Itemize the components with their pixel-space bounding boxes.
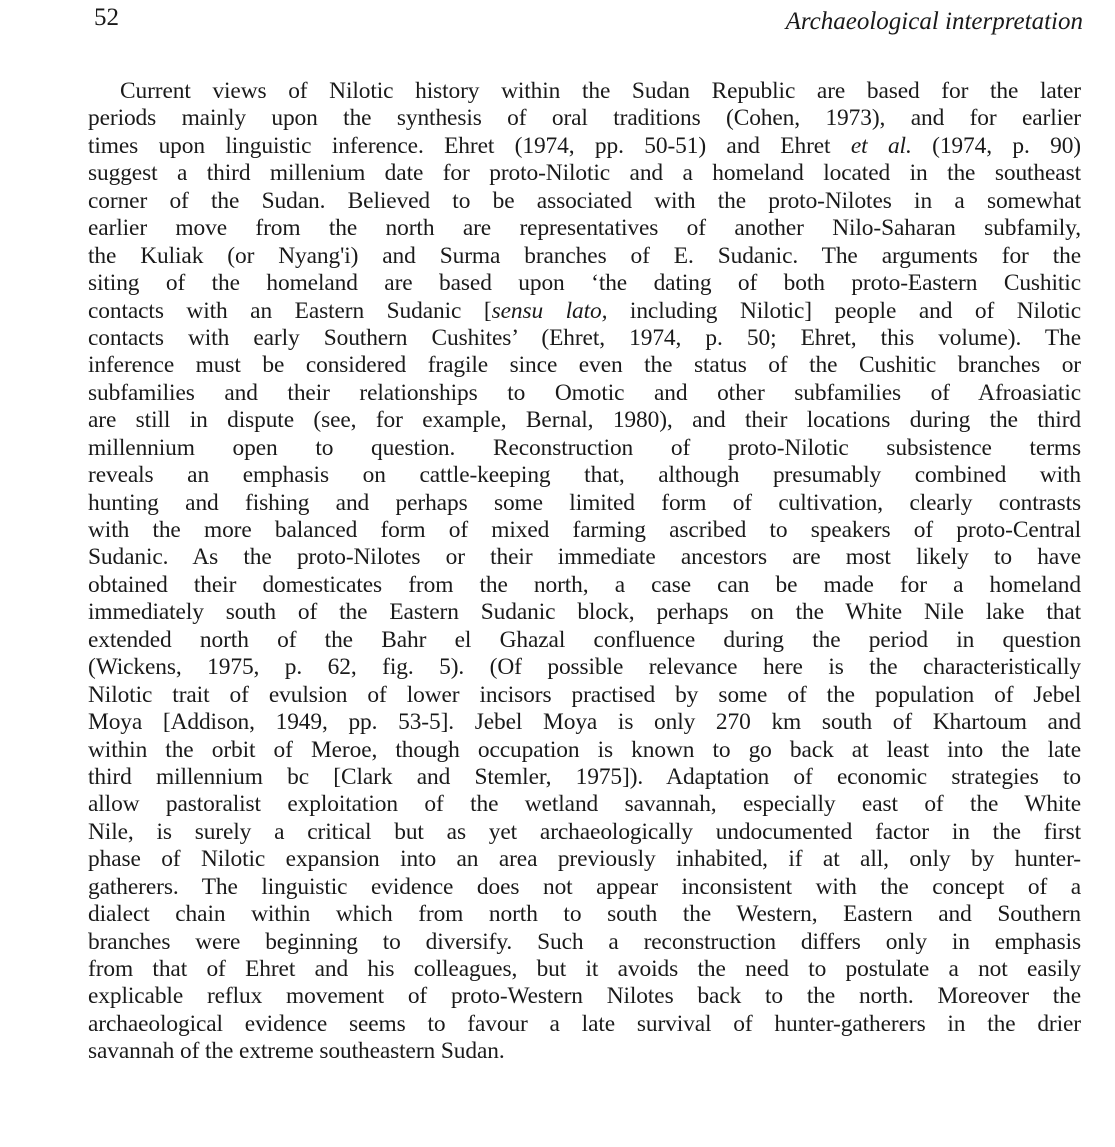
text-line: inference must be considered fragile since even the status of the Cushitic branches or — [88, 352, 1081, 379]
text-line: allow pastoralist exploitation of the wetland savannah, especially east of the White — [88, 791, 1081, 818]
page-number: 52 — [94, 4, 119, 31]
text-line: explicable reflux movement of proto-Western Nilotes back to the north. Moreover the — [88, 983, 1081, 1010]
text-line: contacts with early Southern Cushites’ (Ehret, 1974, p. 50; Ehret, this volume). The — [88, 324, 1081, 351]
text-line: Nilotic trait of evulsion of lower incisors practised by some of the population of Jebel — [88, 681, 1081, 708]
page-header — [94, 2, 1083, 42]
text-line: immediately south of the Eastern Sudanic block, perhaps on the White Nile lake that — [88, 599, 1081, 626]
text-line: dialect chain within which from north to south the Western, Eastern and Southern — [88, 901, 1081, 928]
text-line: Current views of Nilotic history within the Sudan Republic are based for the later — [120, 78, 1081, 104]
text-line: within the orbit of Meroe, though occupation is known to go back at least into the late — [88, 736, 1081, 763]
text-line: archaeological evidence seems to favour a late survival of hunter-gatherers in the drier — [88, 1010, 1081, 1037]
text-line: earlier move from the north are representatives of another Nilo-Saharan subfamily, — [88, 215, 1081, 242]
italic-phrase: sensu lato, — [491, 297, 608, 324]
text-line: periods mainly upon the synthesis of oral traditions (Cohen, 1973), and for earlier — [88, 105, 1081, 132]
text-line: Moya [Addison, 1949, pp. 53-5]. Jebel Moya is only 270 km south of Khartoum and — [88, 709, 1081, 736]
text-line: subfamilies and their relationships to Omotic and other subfamilies of Afroasiatic — [88, 379, 1081, 406]
text-line: Sudanic. As the proto-Nilotes or their immediate ancestors are most likely to have — [88, 544, 1081, 571]
text-line: reveals an emphasis on cattle-keeping that, although presumably combined with — [88, 462, 1081, 489]
text-line: savannah of the extreme southeastern Sudan. — [88, 1038, 505, 1065]
text-line: third millennium bc [Clark and Stemler, 1975]). Adaptation of economic strategies to — [88, 763, 1081, 790]
body-paragraph — [88, 78, 1081, 1066]
text-line: suggest a third millenium date for proto-Nilotic and a homeland located in the southeast — [88, 160, 1081, 187]
text-line: corner of the Sudan. Believed to be associated with the proto-Nilotes in a somewhat — [88, 187, 1081, 214]
text-line: (Wickens, 1975, p. 62, fig. 5). (Of possible relevance here is the characteristically — [88, 654, 1081, 681]
text-line: hunting and fishing and perhaps some limited form of cultivation, clearly contrasts — [88, 489, 1081, 516]
italic-phrase: et al. — [850, 132, 912, 159]
text-line: obtained their domesticates from the north, a case can be made for a homeland — [88, 571, 1081, 598]
text-line: with the more balanced form of mixed farming ascribed to speakers of proto-Central — [88, 517, 1081, 543]
text-line: branches were beginning to diversify. Such a reconstruction differs only in emphasis — [88, 928, 1081, 955]
text-line: gatherers. The linguistic evidence does not appear inconsistent with the concept of a — [88, 873, 1081, 900]
text-line: Nile, is surely a critical but as yet archaeologically undocumented factor in the first — [88, 818, 1081, 845]
text-line: contacts with an Eastern Sudanic [sensu lato, including Nilotic] people and of Nilotic — [88, 297, 1081, 324]
text-line: phase of Nilotic expansion into an area previously inhabited, if at all, only by hunter- — [88, 846, 1081, 873]
running-head: Archaeological interpretation — [785, 8, 1083, 35]
text-line: siting of the homeland are based upon ‘the dating of both proto-Eastern Cushitic — [88, 270, 1081, 297]
text-line: extended north of the Bahr el Ghazal confluence during the period in question — [88, 626, 1081, 653]
text-line: millennium open to question. Reconstruction of proto-Nilotic subsistence terms — [88, 434, 1081, 461]
text-line: the Kuliak (or Nyang'i) and Surma branches of E. Sudanic. The arguments for the — [88, 242, 1081, 269]
text-line: are still in dispute (see, for example, Bernal, 1980), and their locations during the third — [88, 407, 1081, 434]
text-line: times upon linguistic inference. Ehret (1974, pp. 50-51) and Ehret et al. (1974, p. 90) — [88, 132, 1081, 159]
text-line: from that of Ehret and his colleagues, but it avoids the need to postulate a not easily — [88, 956, 1081, 982]
